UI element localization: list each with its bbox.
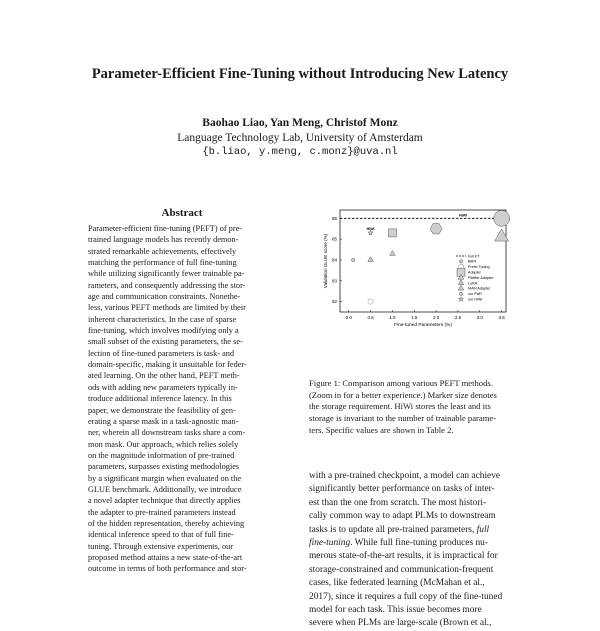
abstract-heading: Abstract bbox=[161, 207, 203, 219]
x-tick-label: 2.5 bbox=[454, 315, 462, 320]
marker-mam-adapter bbox=[495, 229, 509, 241]
x-axis-label: Fine-tuned Parameters (%) bbox=[394, 323, 452, 328]
y-tick-label: 84 bbox=[331, 257, 337, 263]
caption-line: (Zoom in for a better experience.) Marker size denotes bbox=[309, 389, 497, 400]
abstract-line: a novel adapter technique that directly applies bbox=[88, 496, 241, 506]
x-tick-label: 3.5 bbox=[498, 315, 505, 320]
legend-marker bbox=[459, 297, 464, 302]
x-tick-label: 2.0 bbox=[432, 315, 440, 320]
abstract-line: lection of fine-tuned parameters is task- and bbox=[88, 348, 235, 358]
authors: Baohao Liao, Yan Meng, Christof Monz bbox=[202, 117, 398, 129]
abstract-line: mon mask. Our approach, which relies solely bbox=[88, 439, 239, 449]
paper-title: Parameter-Efficient Fine-Tuning without Introducing New Latency bbox=[91, 66, 509, 82]
legend-label: MAM Adapter bbox=[468, 286, 491, 291]
x-tick-label: 1.5 bbox=[411, 315, 418, 320]
abstract-body bbox=[88, 223, 276, 575]
x-tick-label: 1.0 bbox=[389, 315, 396, 320]
body-line: cases, like federated learning (McMahan et al., bbox=[309, 578, 485, 589]
y-axis-label: Validation GLUE score (%) bbox=[323, 233, 328, 289]
marker-prefix-tuning bbox=[368, 299, 373, 304]
caption-line: ters. Specific values are shown in Table 2. bbox=[309, 424, 454, 435]
caption-line: the storage requirement. HiWi stores the least and its bbox=[309, 401, 491, 412]
abstract-line: of the hidden representation, thereby achieving bbox=[88, 518, 245, 528]
body-line: model for each task. This issue becomes more bbox=[309, 605, 482, 616]
abstract-line: parameters, surpasses existing methodologies bbox=[88, 462, 240, 472]
abstract-line: ods with adding new parameters typically in- bbox=[88, 382, 238, 392]
body-line: tasks is to update all pre-trained parameters, full bbox=[309, 524, 490, 535]
legend-label: Adapter bbox=[468, 270, 481, 275]
body-line: est than the one from scratch. The most histori- bbox=[309, 497, 487, 508]
body-line: with a pre-trained checkpoint, a model can achieve bbox=[309, 471, 501, 481]
abstract-line: ner, wherein all downstream tasks share a com- bbox=[88, 428, 246, 438]
comparison-chart bbox=[318, 206, 528, 330]
abstract-line: domain-specific, making it unsuitable for feder- bbox=[88, 360, 247, 370]
abstract-line: troduce additional inference latency. In this bbox=[88, 394, 232, 404]
abstract-line: less, various PEFT methods are limited by their bbox=[88, 303, 246, 313]
marker-our-pafi bbox=[430, 224, 442, 234]
marker-bitfit bbox=[351, 258, 355, 261]
legend-marker bbox=[458, 285, 464, 290]
abstract-line: identical inference speed to that of full fine- bbox=[88, 530, 234, 540]
marker-pfeiffer-adapter bbox=[368, 257, 374, 262]
body-line: cally common way to adapt PLMs to downstream bbox=[309, 511, 496, 522]
body-line: merous state-of-the-art results, it is impractical for bbox=[309, 551, 498, 562]
x-tick-label: 0.0 bbox=[345, 315, 352, 320]
abstract-line: outcome in terms of both performance and stor- bbox=[88, 564, 247, 574]
abstract-line: GLUE benchmark. Additionally, we introduce bbox=[88, 484, 242, 494]
body-line: storage-constrained and communication-frequent bbox=[309, 564, 494, 575]
legend-label: Full FT bbox=[468, 254, 480, 259]
abstract-line: small subset of the existing parameters, the se- bbox=[88, 337, 243, 347]
abstract-line: strated remarkable achievements, effectively bbox=[88, 246, 237, 256]
legend-marker bbox=[458, 280, 464, 285]
body-line: severe when PLMs are large-scale (Brown et al., bbox=[309, 618, 492, 629]
abstract-line: while utilizing significantly fewer trainable pa- bbox=[88, 269, 245, 279]
hiwi-annotation: HiWi bbox=[458, 213, 467, 218]
abstract-line: age and communication constraints. Nonethe- bbox=[88, 292, 241, 302]
marker-adapter bbox=[388, 229, 396, 237]
abstract-line: inherent characteristics. In the case of sparse bbox=[88, 314, 237, 324]
x-tick-label: 0.5 bbox=[367, 315, 374, 320]
marker-lora bbox=[390, 251, 396, 256]
abstract-line: paper, we demonstrate the feasibility of gen- bbox=[88, 405, 236, 415]
body-line: significantly better performance on tasks of inter- bbox=[309, 484, 495, 495]
affiliation: Language Technology Lab, University of Amsterdam bbox=[177, 132, 423, 144]
abstract-line: tuning. Through extensive experiments, our bbox=[88, 541, 234, 551]
email: {b.liao, y.meng, c.monz}@uva.nl bbox=[202, 146, 398, 158]
y-tick-label: 85 bbox=[331, 236, 337, 242]
legend-label: BitFit bbox=[468, 259, 477, 264]
legend-label: Pfeiffer Adapter bbox=[468, 275, 494, 280]
abstract-line: fine-tuning, which involves modifying only a bbox=[88, 326, 239, 336]
legend-marker bbox=[459, 260, 463, 263]
marker-our-pafi bbox=[494, 210, 510, 226]
legend-label: our PaFi bbox=[468, 292, 482, 297]
y-tick-label: 86 bbox=[331, 215, 337, 221]
abstract-line: ated learning. On the other hand, PEFT meth- bbox=[88, 371, 240, 381]
abstract-line: matching the performance of full fine-tuning bbox=[88, 258, 237, 268]
legend-marker bbox=[459, 292, 463, 295]
abstract-line: trained language models has recently demon- bbox=[88, 235, 239, 245]
abstract-line: erating a sparse mask in a task-agnostic man- bbox=[88, 416, 239, 426]
legend-label: Prefix Tuning bbox=[468, 265, 490, 270]
marker-our-hiwi bbox=[368, 230, 373, 235]
abstract-line: by a significant margin when evaluated on the bbox=[88, 473, 242, 483]
x-tick-label: 3.0 bbox=[476, 315, 483, 320]
abstract-line: rameters, and consequently addressing the stor- bbox=[88, 280, 246, 290]
y-tick-label: 82 bbox=[331, 299, 337, 305]
abstract-line: on the magnitude information of pre-trained bbox=[88, 450, 235, 460]
figure-caption bbox=[309, 378, 538, 437]
caption-line: storage is invariant to the number of trainable parame- bbox=[309, 413, 497, 424]
caption-line: Figure 1: Comparison among various PEFT methods. bbox=[309, 378, 493, 388]
body-text-right bbox=[309, 470, 539, 631]
body-line: 2017), since it requires a full copy of the fine-tuned bbox=[309, 591, 503, 602]
chart-legend bbox=[456, 254, 494, 301]
abstract-line: proposed method attains a new state-of-the-art bbox=[88, 552, 243, 562]
legend-label: our HiWi bbox=[468, 297, 483, 302]
y-tick-label: 83 bbox=[331, 278, 337, 284]
hiwi-annotation: HiWi bbox=[366, 226, 375, 231]
abstract-line: Parameter-efficient fine-tuning (PEFT) of pre- bbox=[88, 224, 243, 233]
legend-label: LoRA bbox=[468, 281, 478, 286]
abstract-line: the adapter to pre-trained parameters instead bbox=[88, 507, 236, 517]
body-line: fine-tuning. While full fine-tuning produces nu- bbox=[309, 538, 488, 549]
